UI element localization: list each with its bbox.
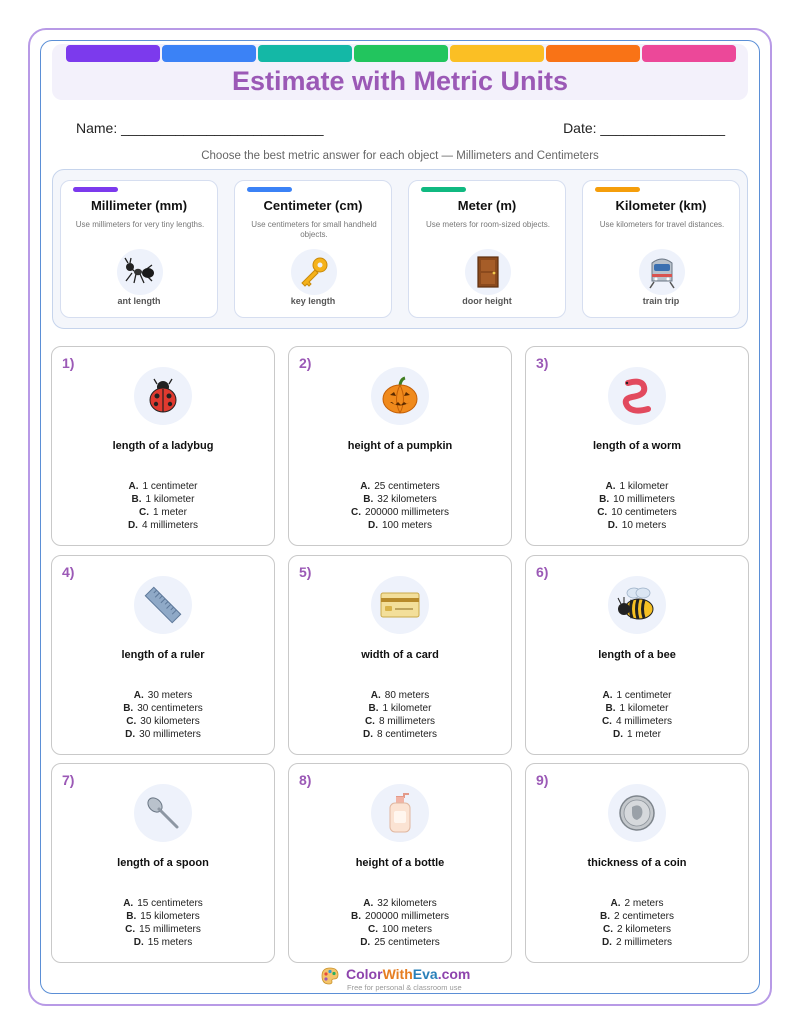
question-card [525, 555, 749, 755]
reference-example-label: train trip [642, 296, 680, 306]
answer-option[interactable] [52, 702, 274, 715]
reference-card-millimeter [60, 180, 218, 318]
answer-option[interactable] [526, 910, 748, 923]
color-strip [258, 45, 352, 62]
answer-option[interactable] [526, 702, 748, 715]
answer-option[interactable] [289, 910, 511, 923]
option-letter: A. [360, 481, 371, 492]
option-letter: D. [367, 520, 378, 531]
option-letter: B. [126, 911, 137, 922]
option-letter: A. [605, 481, 616, 492]
answer-options [526, 897, 748, 949]
question-text: length of a bee [598, 649, 676, 661]
option-letter: B. [351, 911, 362, 922]
answer-option[interactable] [52, 910, 274, 923]
option-text: 10 meters [621, 520, 667, 531]
door-icon [465, 249, 511, 295]
answer-options [289, 897, 511, 949]
answer-option[interactable] [289, 506, 511, 519]
question-number: 1) [62, 355, 75, 371]
option-letter: B. [131, 494, 142, 505]
question-card [525, 346, 749, 546]
option-letter: A. [370, 690, 381, 701]
reference-card-centimeter [234, 180, 392, 318]
answer-options [289, 689, 511, 741]
answer-options [52, 897, 274, 949]
palette-icon [320, 966, 340, 986]
bottle-icon [371, 784, 429, 842]
option-text: 30 kilometers [140, 716, 200, 727]
option-text: 2 meters [624, 898, 664, 909]
reference-title: Kilometer (km) [615, 198, 707, 213]
answer-options [52, 689, 274, 741]
date-field[interactable]: Date: ________________ [563, 120, 725, 136]
color-strip [546, 45, 640, 62]
question-number: 8) [299, 772, 312, 788]
train-icon [639, 249, 685, 295]
option-text: 32 kilometers [377, 898, 437, 909]
reference-title: Centimeter (cm) [263, 198, 363, 213]
option-text: 30 meters [147, 690, 193, 701]
bee-icon [608, 576, 666, 634]
answer-option[interactable] [52, 715, 274, 728]
unit-color-bar [421, 187, 466, 192]
question-card [288, 763, 512, 963]
color-strip [162, 45, 256, 62]
card-icon [371, 576, 429, 634]
option-text: 10 centimeters [611, 507, 677, 518]
option-text: 15 millimeters [139, 924, 201, 935]
question-card [51, 346, 275, 546]
answer-option[interactable] [52, 936, 274, 949]
option-letter: B. [363, 494, 374, 505]
option-letter: C. [601, 716, 612, 727]
answer-option[interactable] [289, 923, 511, 936]
key-icon [291, 249, 337, 295]
answer-option[interactable] [526, 480, 748, 493]
option-text: 32 kilometers [377, 494, 437, 505]
option-letter: D. [601, 937, 612, 948]
spoon-icon [134, 784, 192, 842]
footer-logo[interactable] [320, 966, 480, 1000]
reference-title: Meter (m) [457, 198, 517, 213]
ladybug-icon [134, 367, 192, 425]
answer-option[interactable] [289, 480, 511, 493]
answer-option[interactable] [526, 689, 748, 702]
reference-example-label: ant length [117, 296, 161, 306]
answer-options [526, 689, 748, 741]
question-number: 5) [299, 564, 312, 580]
option-text: 15 centimeters [137, 898, 203, 909]
color-strips [66, 45, 736, 62]
worm-icon [608, 367, 666, 425]
option-letter: C. [126, 716, 137, 727]
answer-option[interactable] [526, 506, 748, 519]
option-letter: C. [597, 507, 608, 518]
option-letter: A. [133, 690, 144, 701]
question-card [51, 763, 275, 963]
answer-option[interactable] [52, 493, 274, 506]
question-card [525, 763, 749, 963]
option-text: 30 centimeters [137, 703, 203, 714]
answer-option[interactable] [526, 936, 748, 949]
option-text: 2 millimeters [615, 937, 673, 948]
answer-option[interactable] [289, 702, 511, 715]
answer-option[interactable] [289, 897, 511, 910]
option-text: 100 meters [381, 924, 433, 935]
answer-option[interactable] [289, 728, 511, 741]
option-text: 1 meter [153, 507, 187, 518]
brand-word-color: Color [346, 966, 383, 982]
question-number: 3) [536, 355, 549, 371]
option-text: 100 meters [381, 520, 433, 531]
question-text: width of a card [361, 649, 439, 661]
option-letter: C. [139, 507, 150, 518]
option-letter: A. [610, 898, 621, 909]
option-letter: D. [133, 937, 144, 948]
option-letter: D. [360, 937, 371, 948]
option-letter: D. [613, 729, 624, 740]
option-text: 8 centimeters [376, 729, 438, 740]
option-text: 1 kilometer [382, 703, 432, 714]
option-letter: D. [362, 729, 373, 740]
option-text: 1 centimeter [616, 690, 672, 701]
option-text: 1 kilometer [145, 494, 195, 505]
question-number: 2) [299, 355, 312, 371]
unit-color-bar [595, 187, 640, 192]
coin-icon [608, 784, 666, 842]
option-letter: B. [123, 703, 134, 714]
reference-example-label: key length [290, 296, 336, 306]
question-card [288, 346, 512, 546]
option-text: 25 centimeters [374, 937, 440, 948]
ruler-icon [134, 576, 192, 634]
answer-option[interactable] [52, 689, 274, 702]
reference-description: Use meters for room-sized objects. [425, 220, 551, 229]
answer-option[interactable] [52, 897, 274, 910]
option-text: 8 millimeters [378, 716, 436, 727]
option-text: 1 kilometer [619, 703, 669, 714]
color-strip [354, 45, 448, 62]
answer-option[interactable] [289, 493, 511, 506]
option-text: 25 centimeters [374, 481, 440, 492]
option-letter: C. [364, 716, 375, 727]
answer-option[interactable] [526, 519, 748, 532]
question-text: length of a ladybug [112, 440, 214, 452]
question-text: thickness of a coin [587, 857, 687, 869]
option-letter: B. [605, 703, 616, 714]
reference-title: Millimeter (mm) [90, 198, 188, 213]
option-letter: A. [363, 898, 374, 909]
brand-word-com: .com [437, 966, 471, 982]
option-text: 80 meters [384, 690, 430, 701]
question-number: 9) [536, 772, 549, 788]
reference-card-meter [408, 180, 566, 318]
footer-tagline: Free for personal & classroom use [347, 983, 462, 992]
instructions: Choose the best metric answer for each object — Millimeters and Centimeters [201, 150, 599, 162]
answer-option[interactable] [52, 519, 274, 532]
option-letter: C. [125, 924, 136, 935]
answer-option[interactable] [289, 936, 511, 949]
question-number: 6) [536, 564, 549, 580]
page-title: Estimate with Metric Units [231, 66, 569, 96]
question-text: length of a spoon [117, 857, 209, 869]
option-letter: C. [351, 507, 362, 518]
option-text: 10 millimeters [613, 494, 675, 505]
option-text: 15 meters [147, 937, 193, 948]
question-card [51, 555, 275, 755]
option-text: 4 millimeters [141, 520, 199, 531]
answer-options [289, 480, 511, 532]
question-text: length of a worm [593, 440, 681, 452]
reference-description: Use centimeters for small handheld objects. [251, 220, 377, 239]
answer-option[interactable] [52, 728, 274, 741]
answer-option[interactable] [289, 715, 511, 728]
unit-color-bar [73, 187, 118, 192]
answer-options [526, 480, 748, 532]
name-field[interactable]: Name: __________________________ [76, 120, 324, 136]
brand-word-with: With [382, 966, 413, 982]
option-letter: A. [602, 690, 613, 701]
option-text: 1 centimeter [142, 481, 198, 492]
question-text: height of a bottle [355, 857, 445, 869]
answer-option[interactable] [52, 480, 274, 493]
answer-option[interactable] [526, 897, 748, 910]
answer-option[interactable] [526, 923, 748, 936]
question-card [288, 555, 512, 755]
question-text: length of a ruler [121, 649, 205, 661]
ant-icon [117, 249, 163, 295]
option-letter: C. [603, 924, 614, 935]
option-letter: A. [123, 898, 134, 909]
answer-option[interactable] [289, 519, 511, 532]
option-letter: B. [599, 494, 610, 505]
reference-description: Use millimeters for very tiny lengths. [75, 220, 205, 229]
option-text: 200000 millimeters [365, 507, 449, 518]
answer-option[interactable] [526, 493, 748, 506]
reference-example-label: door height [462, 296, 512, 306]
answer-option[interactable] [526, 728, 748, 741]
answer-option[interactable] [52, 923, 274, 936]
option-text: 2 kilometers [617, 924, 671, 935]
brand-word-eva: Eva [412, 966, 438, 982]
option-text: 30 millimeters [139, 729, 201, 740]
color-strip [66, 45, 160, 62]
color-strip [642, 45, 736, 62]
question-number: 4) [62, 564, 75, 580]
question-number: 7) [62, 772, 75, 788]
answer-options [52, 480, 274, 532]
option-letter: B. [368, 703, 379, 714]
answer-option[interactable] [52, 506, 274, 519]
option-letter: D. [127, 520, 138, 531]
reference-description: Use kilometers for travel distances. [599, 220, 725, 229]
option-text: 4 millimeters [615, 716, 673, 727]
option-letter: D. [125, 729, 136, 740]
option-text: 1 kilometer [619, 481, 669, 492]
option-letter: A. [128, 481, 139, 492]
reference-card-kilometer [582, 180, 740, 318]
option-letter: C. [367, 924, 378, 935]
answer-option[interactable] [289, 689, 511, 702]
answer-option[interactable] [526, 715, 748, 728]
footer-brand [346, 966, 470, 982]
question-text: height of a pumpkin [347, 440, 453, 452]
pumpkin-icon [371, 367, 429, 425]
option-text: 2 centimeters [613, 911, 675, 922]
option-text: 15 kilometers [140, 911, 200, 922]
option-text: 200000 millimeters [365, 911, 449, 922]
option-text: 1 meter [627, 729, 661, 740]
option-letter: B. [599, 911, 610, 922]
color-strip [450, 45, 544, 62]
unit-color-bar [247, 187, 292, 192]
option-letter: D. [607, 520, 618, 531]
